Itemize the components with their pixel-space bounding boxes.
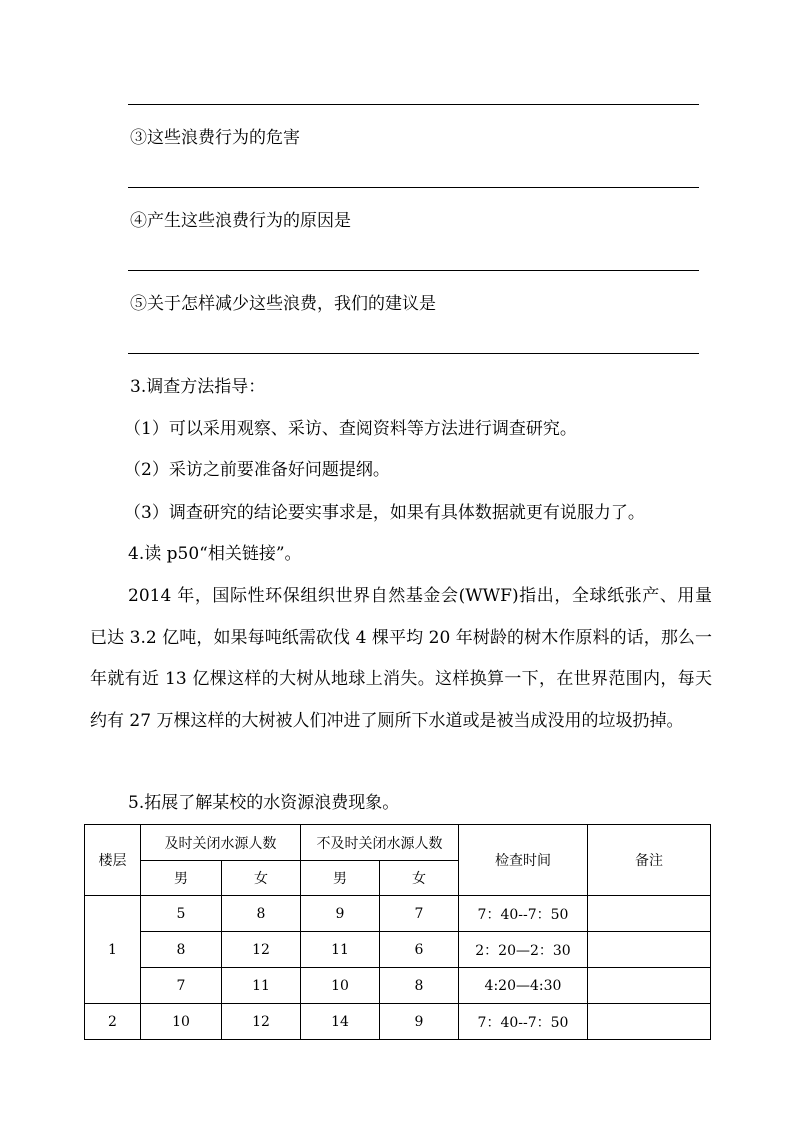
section-4-heading: 4.读 p50“相关链接”。 — [128, 544, 302, 564]
closed-female-cell: 11 — [222, 968, 301, 1004]
closed-male-cell: 10 — [141, 1004, 222, 1040]
notes-header: 备注 — [588, 825, 711, 896]
check-time-cell: 7：40--7：50 — [459, 1004, 588, 1040]
table-row — [85, 1004, 711, 1040]
open-male-cell: 11 — [301, 932, 380, 968]
open-female-cell: 6 — [380, 932, 459, 968]
open-male-cell: 10 — [301, 968, 380, 1004]
table-row — [85, 932, 711, 968]
closed-male-cell: 7 — [141, 968, 222, 1004]
check-time-header: 检查时间 — [459, 825, 588, 896]
male-header: 男 — [301, 861, 380, 896]
table-row — [85, 896, 711, 932]
open-female-cell: 9 — [380, 1004, 459, 1040]
female-header: 女 — [380, 861, 459, 896]
open-male-cell: 9 — [301, 896, 380, 932]
method-item-3: （3）调查研究的结论要实事求是，如果有具体数据就更有说服力了。 — [124, 503, 645, 523]
floor-cell: 1 — [85, 896, 141, 1004]
floor-cell: 2 — [85, 1004, 141, 1040]
closed-male-cell: 5 — [141, 896, 222, 932]
notes-cell — [588, 1004, 711, 1040]
section-5-heading: 5.拓展了解某校的水资源浪费现象。 — [128, 793, 400, 813]
floor-header: 楼层 — [85, 825, 141, 896]
closed-female-cell: 12 — [222, 932, 301, 968]
closed-male-cell: 8 — [141, 932, 222, 968]
water-waste-table — [84, 824, 711, 1040]
answer-line-4 — [128, 353, 699, 354]
section-3-heading: 3.调查方法指导： — [130, 377, 266, 397]
not-closed-timely-header: 不及时关闭水源人数 — [301, 825, 459, 861]
check-time-cell: 4:20—4:30 — [459, 968, 588, 1004]
female-header: 女 — [222, 861, 301, 896]
table-row — [85, 968, 711, 1004]
notes-cell — [588, 968, 711, 1004]
notes-cell — [588, 896, 711, 932]
related-link-paragraph: 2014 年，国际性环保组织世界自然基金会(WWF)指出，全球纸张产、用量已达 3.2 亿吨，如果每吨纸需砍伐 4 棵平均 20 年树龄的树木作原料的话，那么一年就有近 13 亿棵这样的大树从地球上消失。这样换算一下，在世界范围内，每天约有 27 万棵这样的大树被人们冲进了厕所下水道或是被当成没用的垃圾扔掉。 — [90, 586, 712, 731]
open-female-cell: 8 — [380, 968, 459, 1004]
check-time-cell: 2：20—2：30 — [459, 932, 588, 968]
question-3-label: ③这些浪费行为的危害 — [130, 128, 300, 148]
open-female-cell: 7 — [380, 896, 459, 932]
male-header: 男 — [141, 861, 222, 896]
open-male-cell: 14 — [301, 1004, 380, 1040]
question-5-label: ⑤关于怎样减少这些浪费，我们的建议是 — [130, 294, 436, 314]
closed-female-cell: 12 — [222, 1004, 301, 1040]
method-item-1: （1）可以采用观察、采访、查阅资料等方法进行调查研究。 — [124, 419, 577, 439]
answer-line-1 — [128, 104, 699, 105]
check-time-cell: 7：40--7：50 — [459, 896, 588, 932]
closed-female-cell: 8 — [222, 896, 301, 932]
notes-cell — [588, 932, 711, 968]
question-4-label: ④产生这些浪费行为的原因是 — [130, 211, 351, 231]
answer-line-2 — [128, 187, 699, 188]
closed-timely-header: 及时关闭水源人数 — [141, 825, 301, 861]
answer-line-3 — [128, 270, 699, 271]
method-item-2: （2）采访之前要准备好问题提纲。 — [124, 460, 390, 480]
